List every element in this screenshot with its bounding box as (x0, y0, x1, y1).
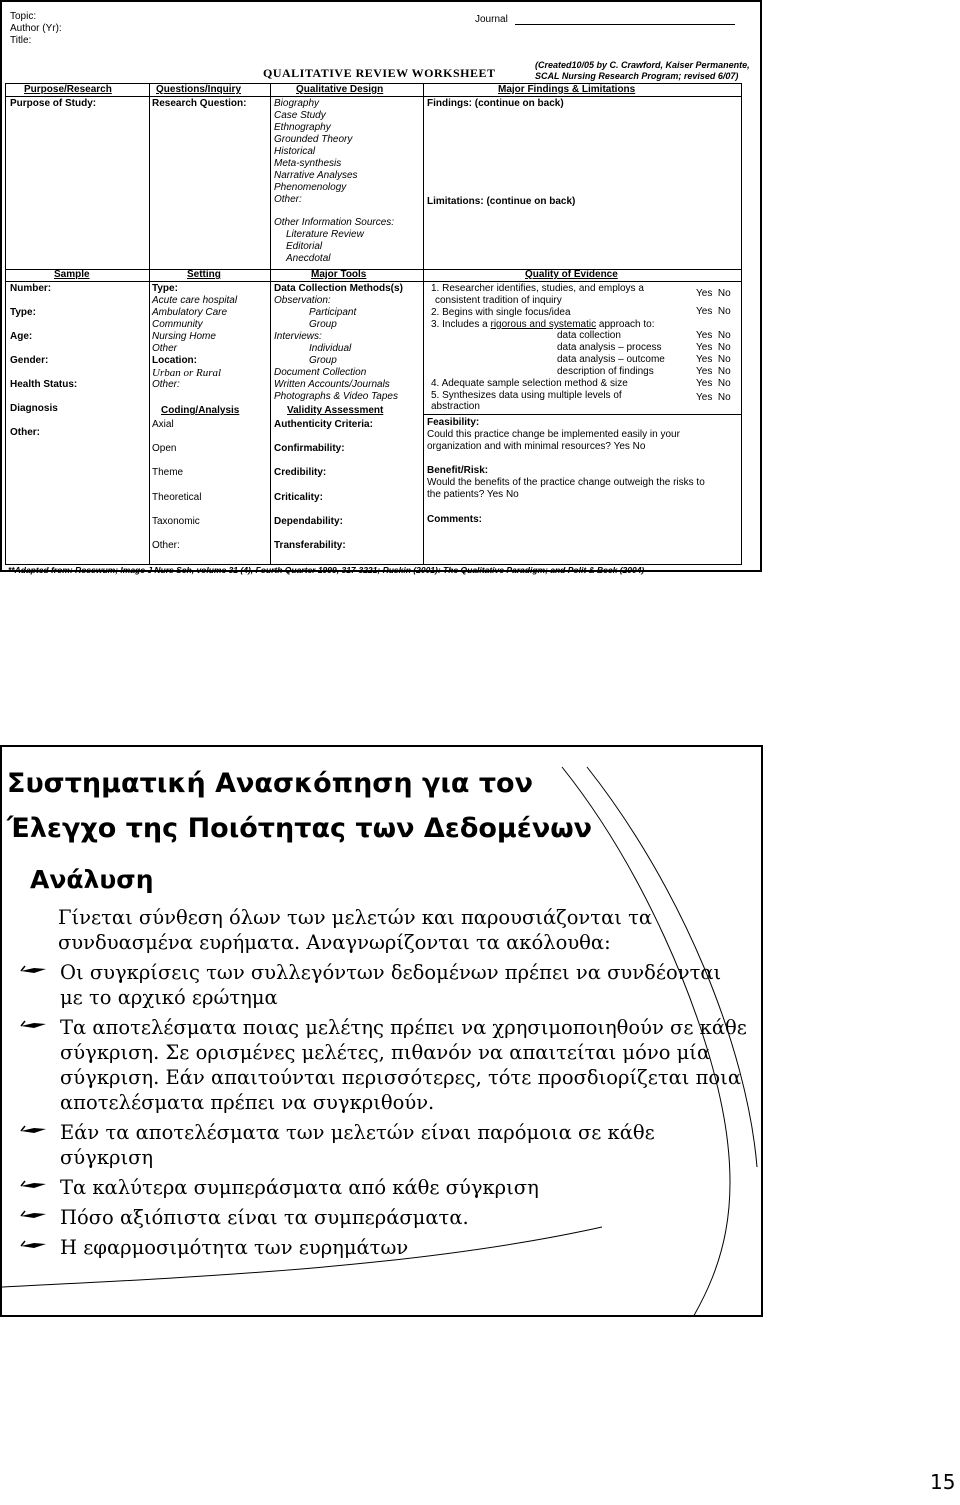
credit-line-1: (Created10/05 by C. Crawford, Kaiser Permanente, (535, 60, 750, 70)
feasibility-text-1: Could this practice change be implemented easily in your (427, 429, 680, 440)
design-case-study: Case Study (274, 110, 326, 121)
design-ethnography: Ethnography (274, 122, 331, 133)
design-phenomenology: Phenomenology (274, 182, 347, 193)
design-historical: Historical (274, 146, 316, 157)
design-narrative: Narrative Analyses (274, 170, 358, 181)
col-header-evidence: Quality of Evidence (525, 269, 618, 280)
pen-bullet-icon (20, 1238, 48, 1252)
no-option: No (717, 342, 731, 353)
tool-participant: Participant (309, 307, 357, 318)
bullet-item (60, 960, 750, 1010)
feasibility-label: Feasibility: (427, 417, 480, 428)
tool-group-2: Group (309, 355, 337, 366)
source-anecdotal: Anecdotal (286, 253, 331, 264)
benefit-label: Benefit/Risk: (427, 465, 489, 476)
design-biography: Biography (274, 98, 320, 109)
pen-bullet-icon (20, 1178, 48, 1192)
coding-theme: Theme (152, 467, 184, 478)
tool-written: Written Accounts/Journals (274, 379, 390, 390)
tool-observation: Observation: (274, 295, 331, 306)
yes-option: Yes (696, 366, 713, 377)
journal-label: Journal (475, 14, 508, 25)
slide-title (7, 761, 592, 851)
bullet-item (60, 1120, 750, 1170)
setting-community: Community (152, 319, 203, 330)
sample-age: Age: (10, 331, 33, 342)
sample-diagnosis: Diagnosis (10, 403, 58, 414)
tool-document: Document Collection (274, 367, 367, 378)
worksheet-title: QUALITATIVE REVIEW WORKSHEET (263, 66, 496, 80)
grid-line (423, 414, 741, 415)
yes-no-5 (696, 354, 731, 366)
sample-type: Type: (10, 307, 36, 318)
location-value: Urban or Rural (152, 367, 222, 379)
bullet-text: Τα αποτελέσματα ποιας μελέτης πρέπει να χρησιμοποιηθούν σε κάθε σύγκριση. Σε ορισμένες μελέτες, πιθανόν να απαιτείται μόνο μία σύγκριση. Εάν απαιτούνται περισσότερες, τότε προσδιορίζεται ποια αποτελέσματα πρέπει να συγκριθούν. (60, 1016, 747, 1114)
tool-photos: Photographs & Video Tapes (274, 391, 398, 402)
bullet-text: Η εφαρμοσιμότητα των ευρημάτων (60, 1236, 409, 1259)
limitations-label: Limitations: (continue on back) (427, 196, 576, 207)
design-other: Other: (274, 194, 302, 205)
evidence-3 (431, 319, 655, 331)
coding-header: Coding/Analysis (161, 405, 240, 416)
no-option: No (717, 392, 731, 403)
worksheet-slide (0, 0, 762, 575)
analysis-slide (0, 745, 763, 1317)
yes-no-3 (696, 330, 731, 342)
yes-option: Yes (696, 342, 713, 353)
evidence-3b: approach to: (598, 319, 655, 330)
validity-authenticity: Authenticity Criteria: (274, 419, 373, 430)
grid-line (423, 84, 424, 564)
tool-individual: Individual (309, 343, 352, 354)
validity-criticality: Criticality: (274, 492, 323, 503)
feasibility-text-2: organization and with minimal resources? Yes No (427, 441, 646, 452)
tool-interviews: Interviews: (274, 331, 322, 342)
pen-bullet-icon (20, 963, 48, 977)
setting-nursing-home: Nursing Home (152, 331, 216, 342)
evidence-5a: 5. Synthesizes data using multiple levels of (431, 390, 622, 401)
sample-number: Number: (10, 283, 52, 294)
evidence-sub-1: data collection (557, 330, 621, 341)
findings-label: Findings: (continue on back) (427, 98, 564, 109)
coding-open: Open (152, 443, 177, 454)
source-literature: Literature Review (286, 229, 364, 240)
no-option: No (717, 330, 731, 341)
author-label: Author (Yr): (10, 23, 62, 34)
coding-other: Other: (152, 540, 180, 551)
no-option: No (717, 306, 731, 317)
coding-taxonomic: Taxonomic (152, 516, 200, 527)
grid-line (6, 281, 741, 282)
col-header-design: Qualitative Design (296, 84, 384, 95)
intro-text: Γίνεται σύνθεση όλων των μελετών και παρουσιάζονται τα συνδυασμένα ευρήματα. Αναγνωρίζονται τα ακόλουθα: (58, 906, 653, 954)
location-other: Other: (152, 379, 180, 390)
evidence-3a: 3. Includes a (431, 319, 488, 330)
validity-confirmability: Confirmability: (274, 443, 345, 454)
benefit-text-1: Would the benefits of the practice change outweigh the risks to (427, 477, 705, 488)
evidence-5b: abstraction (431, 401, 480, 412)
header-fields (10, 11, 62, 47)
slide-subtitle: Ανάλυση (30, 865, 154, 894)
other-sources-label: Other Information Sources: (274, 217, 395, 228)
grid-line (149, 84, 150, 564)
yes-no-4 (696, 342, 731, 354)
title-label: Title: (10, 35, 32, 46)
evidence-1a: 1. Researcher identifies, studies, and employs a (431, 283, 644, 294)
no-option: No (717, 354, 731, 365)
grid-line (6, 96, 741, 97)
yes-option: Yes (696, 288, 713, 299)
yes-no-6 (696, 366, 731, 378)
qualitative-review-worksheet (5, 5, 762, 575)
bullet-item (60, 1175, 750, 1200)
source-editorial: Editorial (286, 241, 323, 252)
col-header-purpose: Purpose/Research (24, 84, 112, 95)
tools-label: Data Collection Methods(s) (274, 283, 403, 294)
setting-other: Other (152, 343, 178, 354)
yes-option: Yes (696, 354, 713, 365)
col-header-findings: Major Findings & Limitations (498, 84, 636, 95)
pen-bullet-icon (20, 1018, 48, 1032)
yes-option: Yes (696, 392, 713, 403)
slide-body (60, 905, 750, 1260)
worksheet-credit (535, 60, 750, 82)
sample-gender: Gender: (10, 355, 49, 366)
col-header-sample: Sample (54, 269, 90, 280)
validity-dependability: Dependability: (274, 516, 343, 527)
bullet-item (60, 1235, 750, 1260)
yes-no-7 (696, 378, 731, 390)
bullet-text: Οι συγκρίσεις των συλλεγόντων δεδομένων πρέπει να συνδέονται με το αρχικό ερώτημα (60, 961, 722, 1009)
yes-option: Yes (696, 330, 713, 341)
bullet-item (60, 1015, 750, 1115)
yes-option: Yes (696, 306, 713, 317)
coding-axial: Axial (152, 419, 174, 430)
grid-line (270, 84, 271, 564)
evidence-sub-2: data analysis – process (557, 342, 662, 353)
bullet-item (60, 1205, 750, 1230)
validity-header: Validity Assessment (287, 405, 384, 416)
col-header-questions: Questions/Inquiry (156, 84, 242, 95)
topic-label: Topic: (10, 11, 37, 22)
purpose-of-study: Purpose of Study: (10, 98, 97, 109)
grid-line (6, 269, 741, 270)
validity-transferability: Transferability: (274, 540, 346, 551)
yes-option: Yes (696, 378, 713, 389)
evidence-3u: rigorous and systematic (490, 319, 597, 330)
slide-title-line-1: Συστηματική Ανασκόπηση για τον (7, 768, 533, 799)
setting-acute: Acute care hospital (152, 295, 238, 306)
validity-credibility: Credibility: (274, 467, 327, 478)
credit-line-2: SCAL Nursing Research Program; revised 6/07) (535, 71, 739, 81)
yes-no-1 (696, 288, 731, 300)
col-header-tools: Major Tools (311, 269, 367, 280)
comments-label: Comments: (427, 514, 483, 525)
pen-bullet-icon (20, 1208, 48, 1222)
evidence-2: 2. Begins with single focus/idea (431, 307, 571, 318)
evidence-sub-4: description of findings (557, 366, 654, 377)
coding-theoretical: Theoretical (152, 492, 202, 503)
worksheet-grid (5, 83, 742, 565)
bullet-text: Πόσο αξιόπιστα είναι τα συμπεράσματα. (60, 1206, 469, 1229)
design-meta-synthesis: Meta-synthesis (274, 158, 342, 169)
tool-group-1: Group (309, 319, 337, 330)
design-grounded-theory: Grounded Theory (274, 134, 353, 145)
setting-ambulatory: Ambulatory Care (152, 307, 228, 318)
bullet-text: Εάν τα αποτελέσματα των μελετών είναι παρόμοια σε κάθε σύγκριση (60, 1121, 655, 1169)
worksheet-footnote: **Adapted from: Rosswum; Image J Nurs Sch, volume 31 (4), Fourth Quarter 1999, 317-3221; Ruskin (2001): The Qualitative Paradigm; and Polit & Beck (2004) (8, 565, 645, 575)
location-label: Location: (152, 355, 197, 366)
sample-health: Health Status: (10, 379, 78, 390)
pen-bullet-icon (20, 1123, 48, 1137)
no-option: No (717, 366, 731, 377)
yes-no-8 (696, 392, 731, 404)
benefit-text-2: the patients? Yes No (427, 489, 519, 500)
evidence-4: 4. Adequate sample selection method & size (431, 378, 628, 389)
slide-title-line-2: Έλεγχο της Ποιότητας των Δεδομένων (7, 813, 593, 844)
col-header-setting: Setting (187, 269, 221, 280)
journal-line (515, 24, 735, 25)
page-number: 15 (930, 1470, 956, 1494)
yes-no-2 (696, 306, 731, 318)
evidence-sub-3: data analysis – outcome (557, 354, 665, 365)
bullet-text: Τα καλύτερα συμπεράσματα από κάθε σύγκριση (60, 1176, 539, 1199)
evidence-1b: consistent tradition of inquiry (435, 295, 562, 306)
research-question: Research Question: (152, 98, 247, 109)
no-option: No (717, 288, 731, 299)
no-option: No (717, 378, 731, 389)
setting-type-label: Type: (152, 283, 178, 294)
sample-other: Other: (10, 427, 40, 438)
